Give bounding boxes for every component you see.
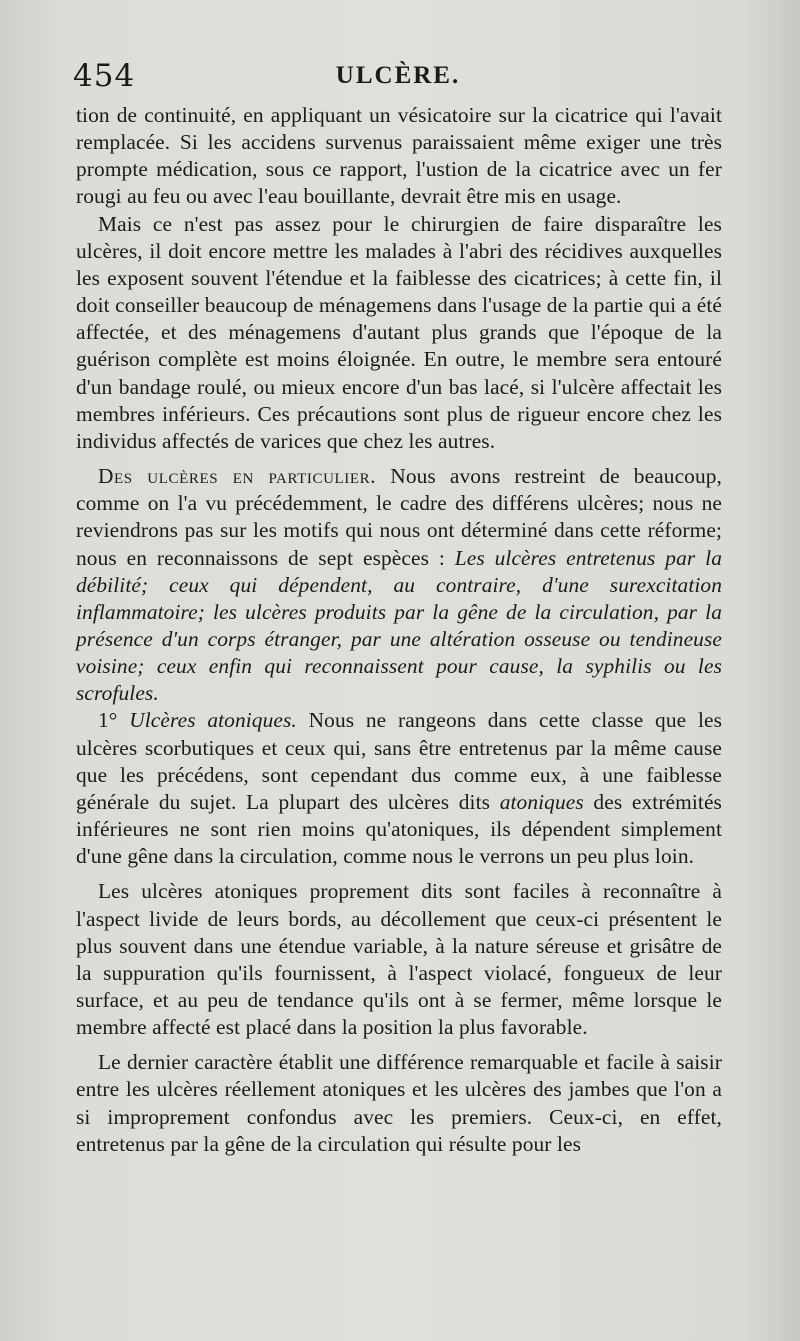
section-heading: Des ulcères en particulier.	[98, 464, 377, 489]
paragraph-3-italic: Les ulcères entretenus par la débilité; ceux qui dépendent, au contraire, d'une surexcitation inflammatoire; les ulcères produits par la gêne de la circulation, par la présence d'un corps étranger, par une altération osseuse ou tendineuse voisine; ceux enfin qui reconnaissent pour cause, la syphilis ou les scrofules.	[76, 545, 722, 706]
page-number: 454	[73, 58, 136, 94]
paragraph-4-text-a: Nous ne rangeons dans cette classe que les ulcères scorbutiques et ceux qui, sans être entretenus par la même cause que les précédens, sont cependant dus comme eux, à une faiblesse générale du sujet. La plupart des ulcères dits	[76, 708, 723, 814]
paragraph-4	[76, 707, 722, 870]
running-title: ULCÈRE.	[335, 62, 461, 89]
body-text	[76, 102, 722, 1158]
paragraph-1: tion de continuité, en appliquant un vésicatoire sur la cicatrice qui l'avait remplacée. Si les accidens survenus paraissaient même exiger une très prompte médication, sous ce rapport, l'ustion de la cicatrice avec un fer rougi au feu ou avec l'eau bouillante, devrait être mis en usage.	[76, 103, 722, 209]
paragraph-3-text: Nous avons restreint de beaucoup, comme on l'a vu précédemment, le cadre des différens ulcères; nous ne reviendrons pas sur les motifs qui nous ont déterminé dans cette réforme; nous en reconnaissons de sept espèces :	[76, 464, 722, 570]
paragraph-3	[76, 463, 722, 707]
page-header	[73, 58, 723, 92]
list-number: 1°	[98, 708, 118, 733]
paragraph-4-italic-b: atoniques	[499, 789, 584, 814]
paragraph-5: Les ulcères atoniques proprement dits sont faciles à reconnaître à l'aspect livide de leurs bords, au décollement que ceux-ci présentent le plus souvent dans une étendue variable, à la nature séreuse et grisâtre de la suppuration qu'ils fournissent, à l'aspect violacé, fongueux de leur surface, et au peu de tendance qu'ils ont à se fermer, même lorsque le membre affecté est placé dans la position la plus favorable.	[76, 879, 722, 1040]
subsection-title: Ulcères atoniques.	[129, 708, 297, 733]
paragraph-4-text-b: des extrémités inférieures ne sont rien moins qu'atoniques, ils dépendent simplement d'une gêne dans la circulation, comme nous le verrons un peu plus loin.	[76, 789, 722, 869]
paragraph-6: Le dernier caractère établit une différence remarquable et facile à saisir entre les ulcères réellement atoniques et les ulcères des jambes que l'on a si improprement confondus avec les premiers. Ceux-ci, en effet, entretenus par la gêne de la circulation qui résulte pour les	[76, 1050, 722, 1156]
paragraph-2: Mais ce n'est pas assez pour le chirurgien de faire disparaître les ulcères, il doit encore mettre les malades à l'abri des récidives auxquelles les exposent souvent l'étendue et la faiblesse des cicatrices; à cette fin, il doit conseiller beaucoup de ménagemens dans l'usage de la partie qui a été affectée, et des ménagemens d'autant plus grands que l'époque de la guérison complète est moins éloignée. En outre, le membre sera entouré d'un bandage roulé, ou mieux encore d'un bas lacé, si l'ulcère affectait les membres inférieurs. Ces précautions sont plus de rigueur encore chez les individus affectés de varices que chez les autres.	[76, 211, 722, 453]
